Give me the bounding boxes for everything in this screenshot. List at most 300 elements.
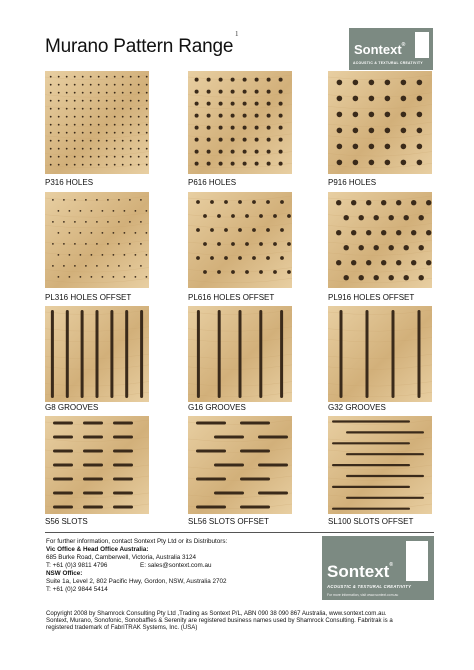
- perforation-hole: [130, 100, 132, 102]
- perforation-hole: [243, 138, 247, 142]
- perforation-hole: [146, 254, 148, 256]
- perforation-hole: [82, 132, 84, 134]
- perforation-hole: [98, 84, 100, 86]
- perforation-hole: [74, 76, 76, 78]
- slot: [53, 506, 73, 509]
- perforation-hole: [245, 242, 249, 246]
- perforation-hole: [219, 78, 223, 82]
- perforation-hole: [130, 132, 132, 134]
- perforation-hole: [231, 270, 235, 274]
- perforation-hole: [389, 245, 394, 250]
- perforation-hole: [267, 138, 271, 142]
- perforation-hole: [195, 138, 199, 142]
- perforation-hole: [114, 84, 116, 86]
- pattern-tile-g8-grooves: [45, 306, 149, 402]
- perforation-hole: [69, 276, 71, 278]
- sontext-logo-top: [349, 28, 433, 70]
- perforation-hole: [252, 256, 256, 260]
- perforation-hole: [231, 162, 235, 166]
- perforation-hole: [90, 92, 92, 94]
- slot: [53, 436, 73, 439]
- perforation-hole: [58, 108, 60, 110]
- pattern-tile-sl56-slots-offset: [188, 416, 292, 514]
- perforation-hole: [74, 164, 76, 166]
- perforation-hole: [122, 92, 124, 94]
- perforation-hole: [50, 76, 52, 78]
- perforation-hole: [124, 232, 126, 234]
- perforation-hole: [106, 148, 108, 150]
- perforation-hole: [66, 76, 68, 78]
- perforation-hole: [114, 76, 116, 78]
- perforation-hole: [96, 221, 98, 223]
- perforation-hole: [122, 148, 124, 150]
- wood-background: [188, 192, 292, 288]
- perforation-hole: [238, 228, 242, 232]
- perforation-hole: [287, 242, 291, 246]
- perforation-hole: [52, 265, 54, 267]
- perforation-hole: [50, 100, 52, 102]
- perforation-hole: [219, 126, 223, 130]
- perforation-hole: [130, 76, 132, 78]
- perforation-hole: [243, 102, 247, 106]
- groove-slot: [259, 310, 262, 398]
- pattern-caption: PL616 HOLES OFFSET: [188, 293, 275, 302]
- perforation-hole: [243, 162, 247, 166]
- perforation-hole: [287, 214, 291, 218]
- perforation-hole: [279, 150, 283, 154]
- perforation-hole: [102, 254, 104, 256]
- groove-slot: [81, 310, 84, 398]
- perforation-hole: [140, 221, 142, 223]
- slot: [196, 506, 226, 509]
- nsw-office-phone: T: +61 (0)2 9844 5414: [46, 586, 108, 593]
- perforation-hole: [130, 124, 132, 126]
- perforation-hole: [146, 108, 148, 110]
- perforation-hole: [279, 126, 283, 130]
- perforation-hole: [98, 116, 100, 118]
- perforation-hole: [231, 102, 235, 106]
- perforation-hole: [50, 164, 52, 166]
- perforation-hole: [138, 92, 140, 94]
- perforation-hole: [336, 230, 341, 235]
- perforation-hole: [238, 200, 242, 204]
- perforation-hole: [219, 102, 223, 106]
- perforation-hole: [96, 199, 98, 201]
- pattern-tile-pl916-holes-offset: [328, 192, 432, 288]
- wood-background: [45, 192, 149, 288]
- pattern-caption: P616 HOLES: [188, 178, 237, 187]
- perforation-hole: [138, 124, 140, 126]
- perforation-hole: [90, 156, 92, 158]
- perforation-hole: [58, 124, 60, 126]
- perforation-hole: [63, 199, 65, 201]
- perforation-hole: [82, 124, 84, 126]
- perforation-hole: [90, 132, 92, 134]
- perforation-hole: [106, 132, 108, 134]
- wood-background: [45, 71, 149, 174]
- perforation-hole: [369, 96, 375, 102]
- perforation-hole: [74, 199, 76, 201]
- perforation-hole: [207, 90, 211, 94]
- perforation-hole: [85, 243, 87, 245]
- perforation-hole: [255, 78, 259, 82]
- slot: [196, 450, 226, 453]
- slot: [53, 450, 73, 453]
- perforation-hole: [50, 132, 52, 134]
- perforation-hole: [396, 230, 401, 235]
- perforation-hole: [419, 215, 424, 220]
- perforation-hole: [90, 124, 92, 126]
- perforation-hole: [106, 164, 108, 166]
- perforation-hole: [417, 96, 423, 102]
- perforation-hole: [426, 260, 431, 265]
- slot: [113, 506, 133, 509]
- groove-slot: [66, 310, 69, 398]
- perforation-hole: [52, 243, 54, 245]
- perforation-hole: [50, 84, 52, 86]
- perforation-hole: [66, 148, 68, 150]
- perforation-hole: [138, 148, 140, 150]
- wood-background: [188, 71, 292, 174]
- perforation-hole: [417, 112, 423, 118]
- perforation-hole: [207, 102, 211, 106]
- perforation-hole: [74, 243, 76, 245]
- perforation-hole: [74, 132, 76, 134]
- perforation-hole: [114, 132, 116, 134]
- perforation-hole: [259, 242, 263, 246]
- slot: [113, 478, 133, 481]
- perforation-hole: [130, 156, 132, 158]
- perforation-hole: [66, 100, 68, 102]
- logo-wordmark: Sontext®: [327, 562, 394, 581]
- perforation-hole: [336, 200, 341, 205]
- perforation-hole: [279, 114, 283, 118]
- groove-slot: [140, 310, 143, 398]
- perforation-hole: [146, 276, 148, 278]
- perforation-hole: [63, 243, 65, 245]
- perforation-hole: [195, 114, 199, 118]
- perforation-hole: [130, 164, 132, 166]
- groove-slot: [51, 310, 54, 398]
- perforation-hole: [122, 140, 124, 142]
- perforation-hole: [66, 140, 68, 142]
- perforation-hole: [50, 140, 52, 142]
- perforation-hole: [426, 230, 431, 235]
- slot: [53, 422, 73, 425]
- footer-divider: [45, 532, 434, 533]
- slot: [196, 478, 226, 481]
- long-slot: [332, 442, 410, 444]
- perforation-hole: [231, 242, 235, 246]
- perforation-hole: [266, 228, 270, 232]
- perforation-hole: [195, 150, 199, 154]
- perforation-hole: [58, 164, 60, 166]
- perforation-hole: [203, 214, 207, 218]
- pattern-tile-p316-holes: [45, 71, 149, 174]
- perforation-hole: [210, 256, 214, 260]
- perforation-hole: [138, 164, 140, 166]
- perforation-hole: [129, 265, 131, 267]
- slot: [83, 450, 103, 453]
- slot: [53, 478, 73, 481]
- long-slot: [346, 431, 424, 433]
- perforation-hole: [337, 112, 343, 118]
- perforation-hole: [58, 254, 60, 256]
- perforation-hole: [122, 84, 124, 86]
- perforation-hole: [69, 254, 71, 256]
- groove-slot: [280, 310, 283, 398]
- perforation-hole: [130, 92, 132, 94]
- perforation-hole: [404, 275, 409, 280]
- slot: [53, 464, 73, 467]
- perforation-hole: [219, 162, 223, 166]
- perforation-hole: [366, 260, 371, 265]
- pattern-caption: SL100 SLOTS OFFSET: [328, 517, 414, 526]
- perforation-hole: [107, 221, 109, 223]
- slot: [214, 492, 244, 495]
- perforation-hole: [114, 140, 116, 142]
- perforation-hole: [219, 114, 223, 118]
- perforation-hole: [102, 232, 104, 234]
- perforation-hole: [419, 275, 424, 280]
- perforation-hole: [146, 148, 148, 150]
- perforation-hole: [140, 199, 142, 201]
- perforation-hole: [118, 243, 120, 245]
- perforation-hole: [353, 144, 359, 150]
- perforation-hole: [245, 214, 249, 218]
- perforation-hole: [90, 108, 92, 110]
- perforation-hole: [279, 138, 283, 142]
- perforation-hole: [74, 265, 76, 267]
- perforation-hole: [279, 162, 283, 166]
- perforation-hole: [267, 102, 271, 106]
- perforation-hole: [82, 148, 84, 150]
- perforation-hole: [122, 116, 124, 118]
- perforation-hole: [106, 116, 108, 118]
- perforation-hole: [50, 108, 52, 110]
- pattern-caption: P316 HOLES: [45, 178, 94, 187]
- pattern-caption: PL916 HOLES OFFSET: [328, 293, 415, 302]
- slot: [240, 422, 270, 425]
- long-slot: [346, 497, 424, 499]
- perforation-hole: [401, 80, 407, 86]
- pattern-tile-g16-grooves: [188, 306, 292, 402]
- perforation-hole: [146, 156, 148, 158]
- perforation-hole: [63, 221, 65, 223]
- perforation-hole: [280, 228, 284, 232]
- groove-slot: [96, 310, 99, 398]
- perforation-hole: [353, 80, 359, 86]
- perforation-hole: [74, 84, 76, 86]
- sontext-logo-bottom: [322, 536, 434, 600]
- perforation-hole: [195, 90, 199, 94]
- perforation-hole: [122, 100, 124, 102]
- perforation-hole: [58, 148, 60, 150]
- copyright-notice: [46, 610, 393, 632]
- perforation-hole: [359, 245, 364, 250]
- perforation-hole: [401, 160, 407, 166]
- perforation-hole: [203, 242, 207, 246]
- perforation-hole: [52, 221, 54, 223]
- perforation-hole: [207, 78, 211, 82]
- slot: [196, 422, 226, 425]
- groove-slot: [239, 310, 242, 398]
- perforation-hole: [82, 108, 84, 110]
- perforation-hole: [231, 90, 235, 94]
- pattern-tile-p616-holes: [188, 71, 292, 174]
- perforation-hole: [419, 245, 424, 250]
- perforation-hole: [195, 102, 199, 106]
- perforation-hole: [58, 76, 60, 78]
- perforation-hole: [118, 199, 120, 201]
- perforation-hole: [351, 230, 356, 235]
- perforation-hole: [82, 84, 84, 86]
- perforation-hole: [351, 200, 356, 205]
- perforation-hole: [69, 232, 71, 234]
- slot: [83, 478, 103, 481]
- perforation-hole: [401, 96, 407, 102]
- perforation-hole: [255, 138, 259, 142]
- perforation-hole: [417, 128, 423, 134]
- perforation-hole: [210, 228, 214, 232]
- perforation-hole: [124, 254, 126, 256]
- perforation-hole: [238, 256, 242, 260]
- perforation-hole: [114, 156, 116, 158]
- perforation-hole: [217, 214, 221, 218]
- groove-slot: [418, 310, 421, 398]
- perforation-hole: [231, 114, 235, 118]
- perforation-hole: [224, 256, 228, 260]
- perforation-hole: [353, 160, 359, 166]
- perforation-hole: [385, 80, 391, 86]
- perforation-hole: [273, 214, 277, 218]
- groove-slot: [110, 310, 113, 398]
- pattern-caption: G8 GROOVES: [45, 403, 99, 412]
- slot: [113, 492, 133, 495]
- perforation-hole: [50, 116, 52, 118]
- perforation-hole: [138, 76, 140, 78]
- perforation-hole: [401, 112, 407, 118]
- perforation-hole: [146, 164, 148, 166]
- vic-office-address: 685 Burke Road, Camberwell, Victoria, Australia 3124: [46, 554, 197, 561]
- perforation-hole: [114, 164, 116, 166]
- wood-background: [328, 71, 432, 174]
- perforation-hole: [243, 78, 247, 82]
- pattern-caption: G32 GROOVES: [328, 403, 386, 412]
- perforation-hole: [279, 102, 283, 106]
- perforation-hole: [224, 228, 228, 232]
- perforation-hole: [135, 254, 137, 256]
- perforation-hole: [417, 160, 423, 166]
- copyright-line: Sontext, Murano, Sonofonic, Sonobaffles & Serenity are registered business names used by Shamrock Consulting. Fabritrak is a: [46, 617, 393, 625]
- perforation-hole: [252, 228, 256, 232]
- perforation-hole: [58, 100, 60, 102]
- perforation-hole: [146, 116, 148, 118]
- perforation-hole: [106, 84, 108, 86]
- perforation-hole: [118, 265, 120, 267]
- groove-slot: [366, 310, 369, 398]
- pattern-caption: SL56 SLOTS OFFSET: [188, 517, 269, 526]
- perforation-hole: [243, 126, 247, 130]
- perforation-hole: [50, 156, 52, 158]
- perforation-hole: [135, 210, 137, 212]
- slot: [214, 436, 244, 439]
- perforation-hole: [122, 108, 124, 110]
- perforation-hole: [146, 140, 148, 142]
- perforation-hole: [353, 112, 359, 118]
- perforation-hole: [337, 144, 343, 150]
- perforation-hole: [146, 132, 148, 134]
- groove-slot: [197, 310, 200, 398]
- perforation-hole: [66, 116, 68, 118]
- perforation-hole: [374, 275, 379, 280]
- perforation-hole: [74, 108, 76, 110]
- perforation-hole: [146, 76, 148, 78]
- perforation-hole: [374, 245, 379, 250]
- perforation-hole: [138, 132, 140, 134]
- perforation-hole: [219, 90, 223, 94]
- perforation-hole: [129, 243, 131, 245]
- long-slot: [346, 475, 424, 477]
- perforation-hole: [396, 200, 401, 205]
- perforation-hole: [113, 232, 115, 234]
- perforation-hole: [146, 84, 148, 86]
- perforation-hole: [259, 214, 263, 218]
- perforation-hole: [130, 108, 132, 110]
- slot: [258, 436, 288, 439]
- slot: [240, 450, 270, 453]
- perforation-hole: [130, 84, 132, 86]
- perforation-hole: [411, 200, 416, 205]
- perforation-hole: [280, 256, 284, 260]
- perforation-hole: [66, 92, 68, 94]
- perforation-hole: [98, 76, 100, 78]
- perforation-hole: [366, 230, 371, 235]
- perforation-hole: [107, 199, 109, 201]
- perforation-hole: [74, 100, 76, 102]
- perforation-hole: [106, 140, 108, 142]
- perforation-hole: [259, 270, 263, 274]
- perforation-hole: [82, 164, 84, 166]
- perforation-hole: [385, 128, 391, 134]
- perforation-hole: [113, 210, 115, 212]
- perforation-hole: [231, 150, 235, 154]
- perforation-hole: [267, 114, 271, 118]
- perforation-hole: [411, 230, 416, 235]
- perforation-hole: [138, 116, 140, 118]
- perforation-hole: [243, 114, 247, 118]
- perforation-hole: [196, 200, 200, 204]
- perforation-hole: [80, 254, 82, 256]
- perforation-hole: [82, 92, 84, 94]
- perforation-hole: [243, 90, 247, 94]
- perforation-hole: [138, 140, 140, 142]
- perforation-hole: [74, 156, 76, 158]
- perforation-hole: [207, 114, 211, 118]
- perforation-hole: [98, 124, 100, 126]
- page-number: 1: [235, 30, 239, 38]
- perforation-hole: [74, 148, 76, 150]
- perforation-hole: [114, 116, 116, 118]
- perforation-hole: [140, 243, 142, 245]
- perforation-hole: [146, 210, 148, 212]
- perforation-hole: [63, 265, 65, 267]
- groove-slot: [218, 310, 221, 398]
- perforation-hole: [113, 254, 115, 256]
- perforation-hole: [404, 245, 409, 250]
- pattern-caption: P916 HOLES: [328, 178, 377, 187]
- perforation-hole: [273, 270, 277, 274]
